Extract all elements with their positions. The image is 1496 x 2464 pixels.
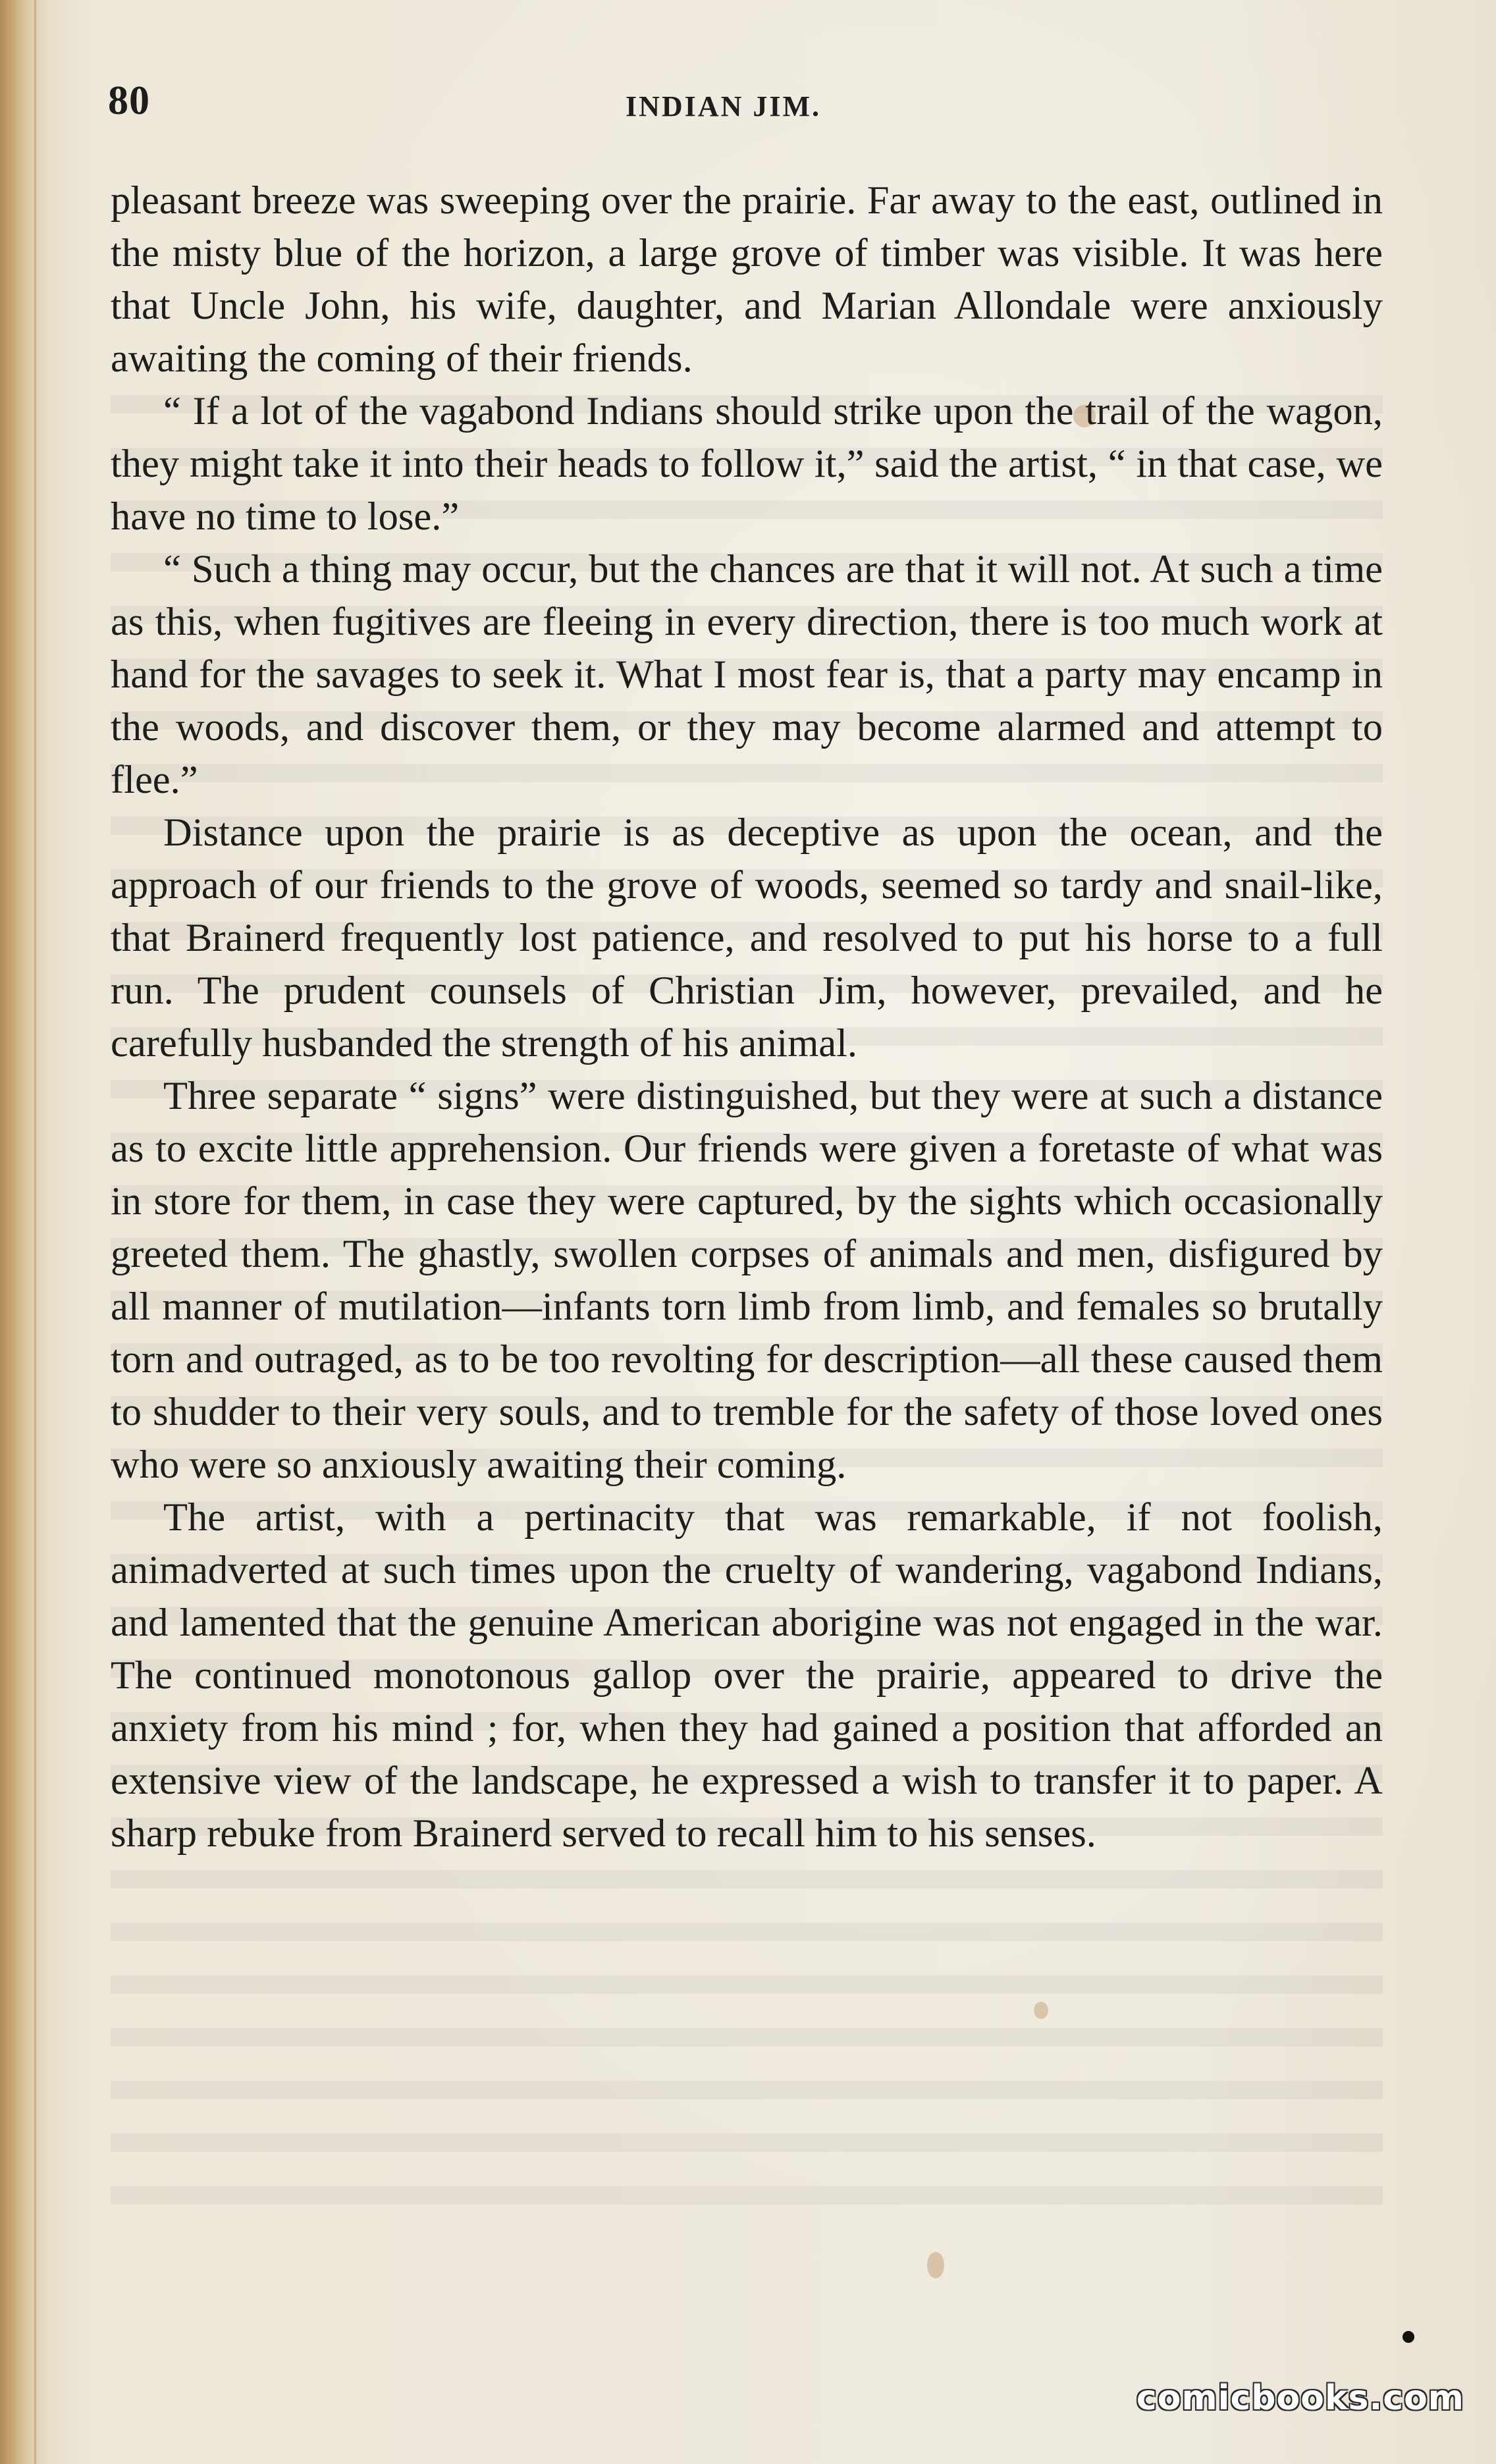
body-text <box>111 174 1383 1860</box>
paragraph: Distance upon the prairie is as deceptive as upon the ocean, and the approach of our friends to the grove of woods, seemed so tardy and snail-like, that Brainerd frequently lost patience, and resolved to put his horse to a full run. The prudent counsels of Christian Jim, however, prevailed, and he carefully husbanded the strength of his animal. <box>111 811 1383 1065</box>
spine-line <box>34 0 36 2464</box>
paragraph: The artist, with a pertinacity that was remarkable, if not foolish, animadverted at such times upon the cruelty of wandering, vagabond Indians, and lamented that the genuine American aborigine was not engaged in the war. The continued monotonous gallop over the prairie, appeared to drive the anxiety from his mind ; for, when they had gained a position that afforded an extensive view of the landscape, he expressed a wish to transfer it to paper. A sharp rebuke from Brainerd served to recall him to his senses. <box>111 1495 1383 1856</box>
paragraph: “ If a lot of the vagabond Indians should strike upon the trail of the wagon, they might take it into their heads to follow it,” said the artist, “ in that case, we have no time to lose.” <box>111 389 1383 539</box>
page-header <box>105 78 1383 130</box>
stain-spot <box>927 2252 944 2278</box>
paragraph: “ Such a thing may occur, but the chances are that it will not. At such a time as this, when fugitives are fleeing in every direction, there is too much work at hand for the savages to seek it. What I most fear is, that a party may encamp in the woods, and discover them, or they may become alarmed and attempt to flee.” <box>111 547 1383 802</box>
page-number: 80 <box>108 78 150 123</box>
paragraph: Three separate “ signs” were distinguished, but they were at such a distance as to excite little apprehension. Our friends were given a foretaste of what was in store for them, in case they were captured, by the sights which occasionally greeted them. The ghastly, swollen corpses of animals and men, disfigured by all manner of mutilation—infants torn limb from limb, and females so brutally torn and outraged, as to be too revolting for description—all these caused them to shudder to their very souls, and to tremble for the safety of those loved ones who were so anxiously awaiting their coming. <box>111 1074 1383 1487</box>
watermark: comicbooks.com <box>1136 2378 1464 2418</box>
stain-spot <box>1034 2002 1048 2019</box>
running-head: INDIAN JIM. <box>626 90 821 122</box>
paragraph: pleasant breeze was sweeping over the prairie. Far away to the east, outlined in the misty blue of the horizon, a large grove of timber was visible. It was here that Uncle John, his wife, daughter, and Marian Allondale were anxiously awaiting the coming of their friends. <box>111 178 1383 381</box>
ink-dot <box>1402 2331 1414 2343</box>
binding-edge <box>0 0 46 2464</box>
